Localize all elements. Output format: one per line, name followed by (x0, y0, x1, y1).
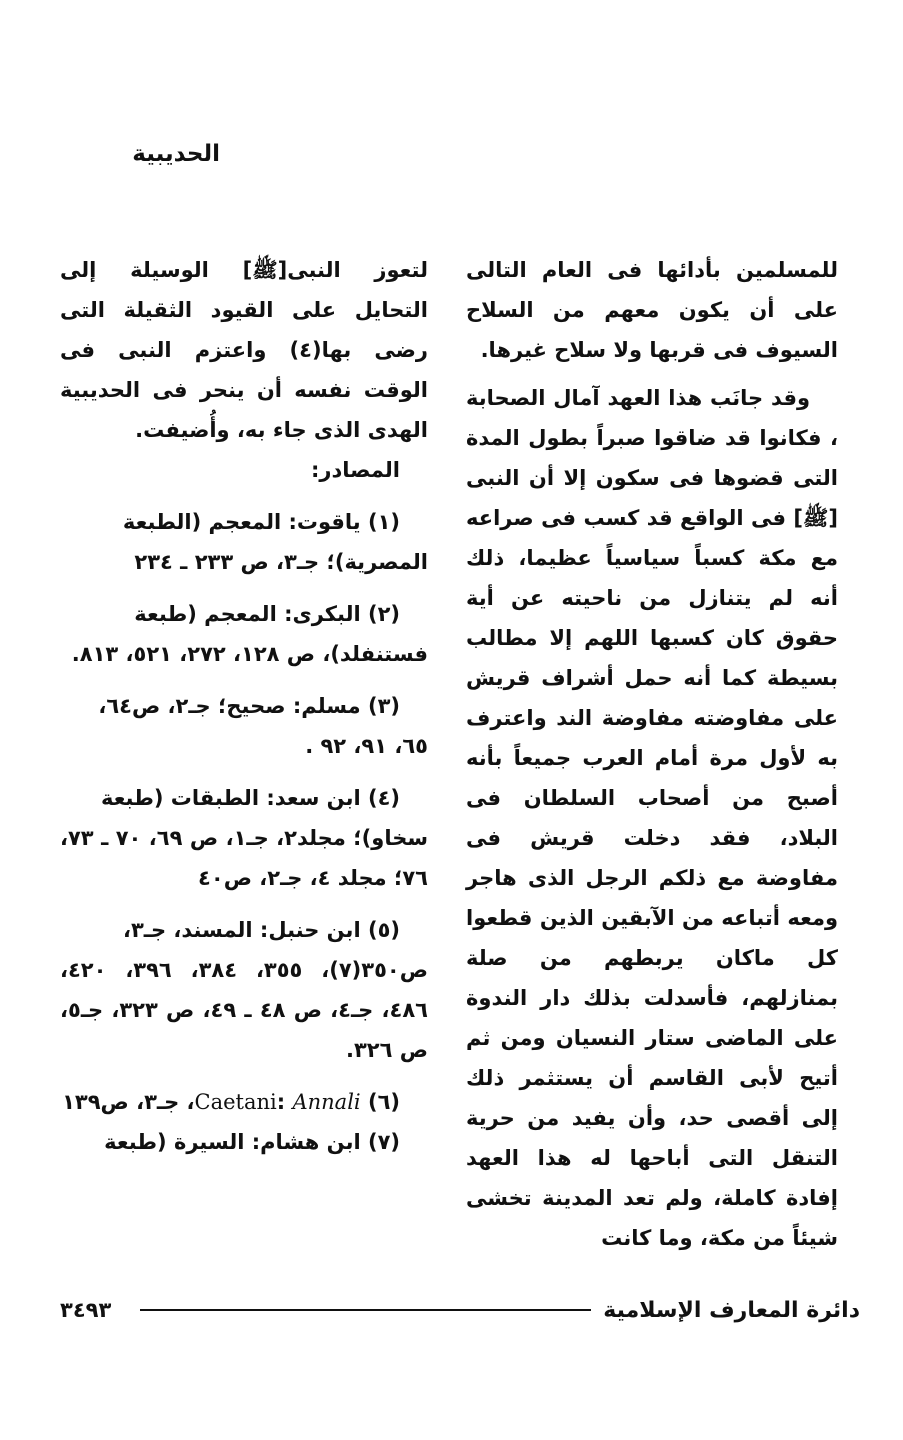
reference-continuation: ٦٥، ٩١، ٩٢ . (305, 734, 428, 758)
right-column (466, 250, 838, 1258)
footer-divider (140, 1309, 591, 1311)
page-number: ٣٤٩٣ (60, 1298, 112, 1322)
reference-first-line: (٥) ابن حنبل: المسند، جـ٣، (122, 918, 400, 942)
reference-item (60, 686, 428, 766)
reference-rest: ، جـ٣، ص١٣٩ (62, 1090, 195, 1114)
reference-author-latin: Caetani (194, 1090, 277, 1114)
paragraph-1: للمسلمين بأدائها فى العام التالى على أن يكون معهم من السلاح السيوف فى قربها ولا سلاح غيرها. (466, 258, 838, 362)
paragraph-2: وقد جانَب هذا العهد آمال الصحابة ، فكانوا قد ضاقوا صبراً بطول المدة التى قضوها فى سكون إلا أن النبى [ﷺ] فى الواقع قد كسب فى صراعه مع مكة كسباً سياسياً عظيما، ذلك أنه لم يتنازل من ناحيته عن أية حقوق كان كسبها اللهم إلا مطالب بسيطة كما أنه حمل أشراف قريش على مفاوضته مفاوضة الند واعترف به لأول مرة أمام العرب جميعاً بأنه أصبح من أصحاب السلطان فى البلاد، فقد دخلت قريش فى مفاوضة مع ذلكم الرجل الذى هاجر ومعه أتباعه من الآبقين الذين قطعوا كل ماكان يربطهم من صلة بمنازلهم، فأسدلت بذلك دار الندوة على الماضى ستار النسيان ومن ثم أتيح لأبى القاسم أن يستثمر ذلك إلى أقصى حد، وأن يفيد من حرية التنقل التى أباحها له هذا العهد إفادة كاملة، ولم تعد المدينة تخشى شيئاً من مكة، وما كانت (466, 386, 838, 1250)
footer-title: دائرة المعارف الإسلامية (603, 1297, 860, 1323)
reference-continuation: فستنفلد)، ص ١٢٨، ٢٧٢، ٥٢١، ٨١٣. (71, 642, 428, 666)
running-header: الحديبية (132, 141, 220, 167)
sources-heading: المصادر: (310, 458, 400, 482)
reference-continuation: ص٣٥٠(٧)، ٣٥٥، ٣٨٤، ٣٩٦، ٤٢٠، ٤٨٦، جـ٤، ص ٤٨ ـ ٤٩، ص ٣٢٣، جـ٥، ص ٣٢٦. (60, 958, 428, 1062)
reference-item (60, 502, 428, 582)
reference-item (60, 910, 428, 1070)
reference-first-line: (٣) مسلم: صحيح؛ جـ٢، ص٦٤، (98, 694, 400, 718)
page-footer (60, 1290, 860, 1330)
reference-continuation: سخاو)؛ مجلد٢، جـ١، ص ٦٩، ٧٠ ـ ٧٣، ٧٦؛ مجلد ٤، جـ٢، ص٤٠ (60, 826, 428, 890)
reference-number: (٦) (367, 1090, 400, 1114)
reference-item (60, 778, 428, 898)
reference-title-latin: Annali (292, 1090, 361, 1114)
reference-first-line: (٤) ابن سعد: الطبقات (طبعة (100, 786, 400, 810)
reference-continuation: المصرية)؛ جـ٣، ص ٢٣٣ ـ ٢٣٤ (134, 550, 428, 574)
reference-item-6: (٦) Caetani: Annali، جـ٣، ص١٣٩ (62, 1090, 400, 1114)
left-column (60, 250, 428, 1162)
reference-first-line: (٢) البكرى: المعجم (طبعة (134, 602, 400, 626)
reference-item (60, 594, 428, 674)
reference-first-line: (١) ياقوت: المعجم (الطبعة (122, 510, 400, 534)
reference-item-7: (٧) ابن هشام: السيرة (طبعة (104, 1130, 400, 1154)
paragraph-left: لتعوز النبى[ﷺ] الوسيلة إلى التحايل على القيود الثقيلة التى رضى بها(٤) واعتزم النبى فى الوقت نفسه أن ينحر فى الحديبية الهدى الذى جاء به، وأُضيفت. (60, 258, 428, 442)
